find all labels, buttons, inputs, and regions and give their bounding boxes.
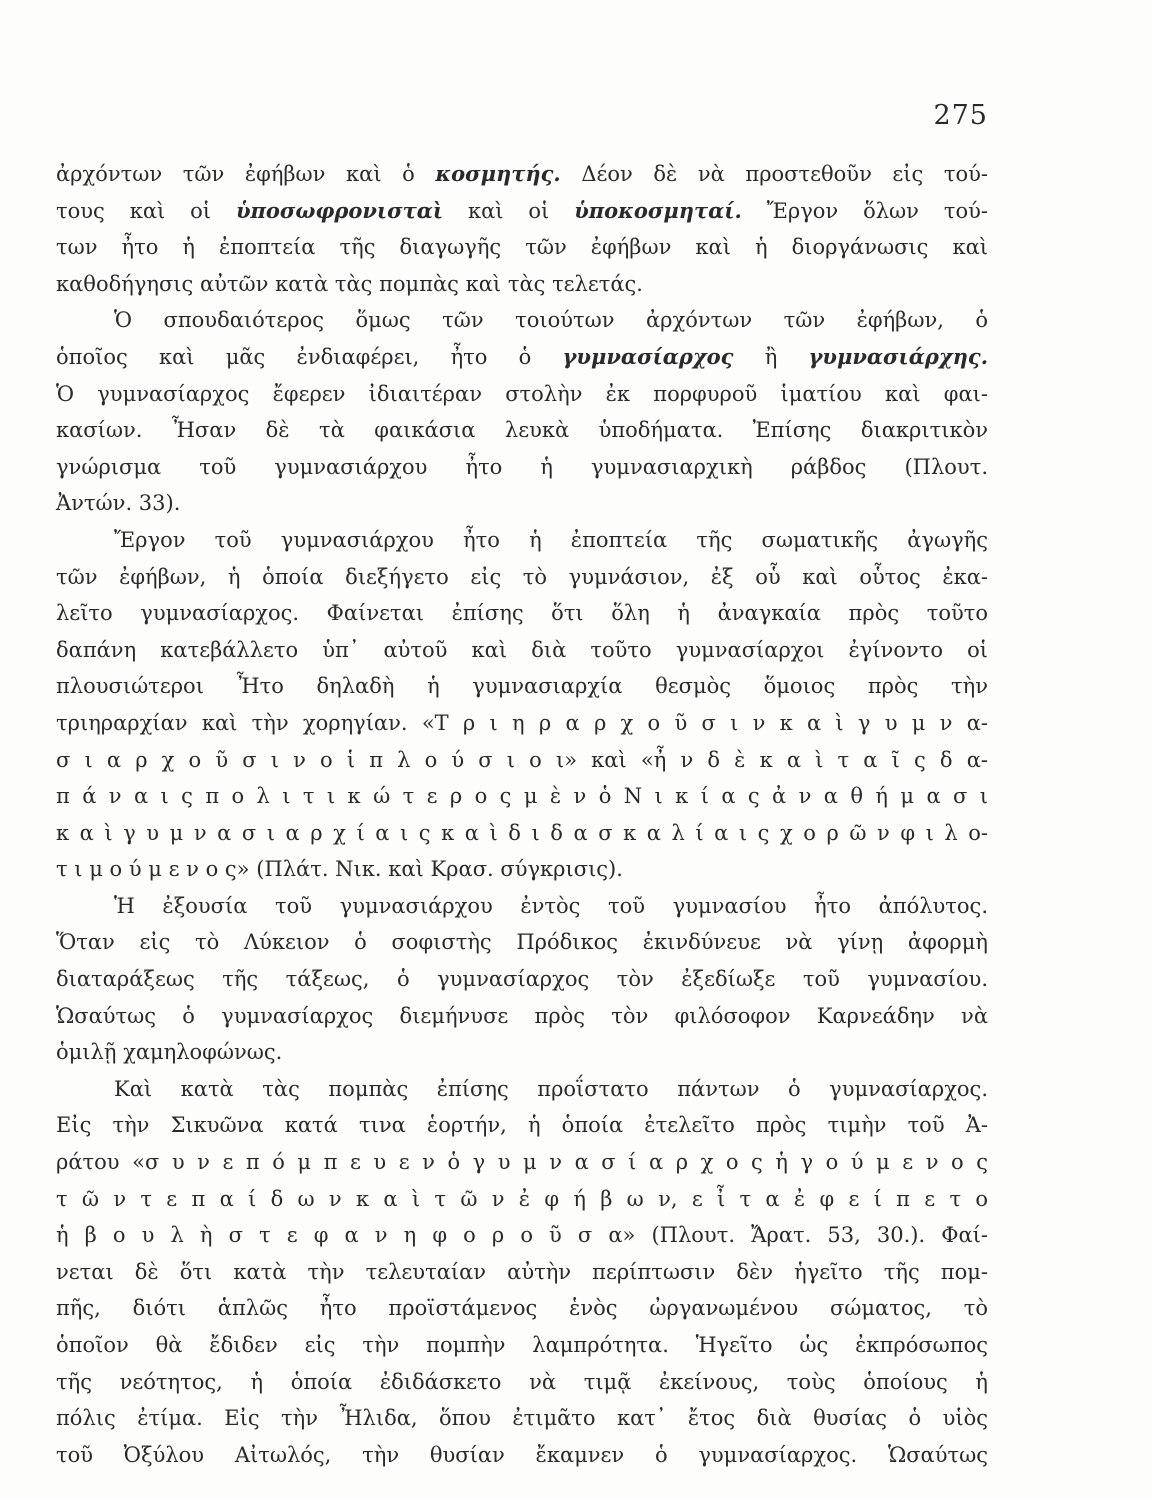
text-run: Ἀντών. 33).: [56, 491, 181, 516]
text-line: [56, 1071, 988, 1108]
text-line: [56, 1034, 988, 1071]
emphasized-term: γυμνασιάρχης.: [808, 343, 988, 369]
text-run: πῆς, διότι ἁπλῶς ἦτο προϊστάμενος ἑνὸς ὠργανωμένου σώματος, τὸ: [56, 1296, 988, 1321]
text-line: [56, 851, 988, 888]
text-run: τοῦ Ὀξύλου Αἰτωλός, τὴν θυσίαν ἔκαμνεν ὁ γυμνασίαρχος. Ὡσαύτως: [56, 1442, 988, 1467]
text-run: λεῖτο γυμνασίαρχος. Φαίνεται ἐπίσης ὅτι ὅλη ἡ ἀναγκαία πρὸς τοῦτο: [56, 601, 988, 626]
text-run: Ὡσαύτως ὁ γυμνασίαρχος διεμήνυσε πρὸς τὸν φιλόσοφον Καρνεάδην νὰ: [56, 1003, 988, 1028]
text-line: [56, 376, 988, 413]
text-run: τ ι μ ο ύ μ ε ν ο ς» (Πλάτ. Νικ. καὶ Κρασ. σύγκρισις).: [56, 857, 623, 882]
text-run: ἢ: [733, 344, 809, 369]
emphasized-term: γυμνασίαρχος: [562, 343, 734, 369]
text-line: [56, 1400, 988, 1437]
text-line: [56, 229, 988, 266]
text-run: ὁμιλῇ χαμηλοφώνως.: [56, 1040, 283, 1065]
emphasized-term: ὑποκοσμηταί.: [574, 197, 742, 223]
text-line: [56, 924, 988, 961]
text-run: ἡ β ο υ λ ὴ σ τ ε φ α ν η φ ο ρ ο ῦ σ α» (Πλουτ. Ἄρατ. 53, 30.). Φαί-: [56, 1223, 988, 1248]
text-line: [56, 1144, 988, 1181]
text-run: τ ῶ ν τ ε π α ί δ ω ν κ α ὶ τ ῶ ν ἐ φ ή β ω ν, ε ἶ τ α ἐ φ ε ί π ε τ ο: [56, 1186, 988, 1211]
text-run: καθοδήγησις αὐτῶν κατὰ τὰς πομπὰς καὶ τὰς τελετάς.: [56, 271, 643, 296]
text-line: [56, 339, 988, 376]
text-run: Ἡ ἐξουσία τοῦ γυμνασιάρχου ἐντὸς τοῦ γυμνασίου ἦτο ἀπόλυτος.: [114, 893, 988, 918]
text-line: [56, 1217, 988, 1254]
text-line: [56, 668, 988, 705]
text-line: [56, 742, 988, 779]
text-run: καὶ οἱ: [443, 198, 575, 223]
text-run: ράτου «σ υ ν ε π ό μ π ε υ ε ν ὁ γ υ μ ν α σ ί α ρ χ ο ς ἡ γ ο ύ μ ε ν ο ς: [56, 1150, 988, 1175]
text-line: [56, 778, 988, 815]
text-run: των ἦτο ἡ ἐποπτεία τῆς διαγωγῆς τῶν ἐφήβων καὶ ἡ διοργάνωσις καὶ: [56, 235, 988, 260]
text-run: ἀρχόντων τῶν ἐφήβων καὶ ὁ: [56, 162, 436, 186]
text-line: [56, 193, 988, 230]
text-line: [56, 888, 988, 925]
text-line: [56, 961, 988, 998]
text-run: διαταράξεως τῆς τάξεως, ὁ γυμνασίαρχος τὸν ἐξεδίωξε τοῦ γυμνασίου.: [56, 967, 988, 992]
text-run: τῶν ἐφήβων, ἡ ὁποία διεξήγετο εἰς τὸ γυμνάσιον, ἐξ οὗ καὶ οὗτος ἐκα-: [56, 564, 988, 589]
text-run: Καὶ κατὰ τὰς πομπὰς ἐπίσης προΐστατο πάντων ὁ γυμνασίαρχος.: [114, 1076, 988, 1101]
text-line: [56, 1254, 988, 1291]
text-run: Ὁ σπουδαιότερος ὅμως τῶν τοιούτων ἀρχόντων τῶν ἐφήβων, ὁ: [114, 308, 988, 333]
text-line: [56, 266, 988, 303]
text-line: [56, 412, 988, 449]
text-run: ὁποῖος καὶ μᾶς ἐνδιαφέρει, ἦτο ὁ: [56, 344, 563, 369]
text-run: Ὅταν εἰς τὸ Λύκειον ὁ σοφιστὴς Πρόδικος ἐκινδύνευε νὰ γίνῃ ἀφορμὴ: [56, 930, 988, 955]
text-line: [56, 632, 988, 669]
text-run: Ὁ γυμνασίαρχος ἔφερεν ἰδιαιτέραν στολὴν ἐκ πορφυροῦ ἱματίου καὶ φαι-: [56, 381, 988, 406]
text-run: π ά ν α ι ς π ο λ ι τ ι κ ώ τ ε ρ ο ς μ ὲ ν ὁ Ν ι κ ί α ς ἀ ν α θ ή μ α σ ι: [56, 784, 988, 809]
text-run: τῆς νεότητος, ἡ ὁποία ἐδιδάσκετο νὰ τιμᾷ ἐκείνους, τοὺς ὁποίους ἡ: [56, 1369, 988, 1394]
text-run: Δέον δὲ νὰ προστεθοῦν εἰς τού-: [560, 162, 988, 186]
text-run: τους καὶ οἱ: [56, 198, 236, 223]
text-line: [56, 1107, 988, 1144]
text-run: πλουσιώτεροι Ἦτο δηλαδὴ ἡ γυμνασιαρχία θεσμὸς ὅμοιος πρὸς τὴν: [56, 674, 988, 699]
text-line: [56, 485, 988, 522]
text-line: [56, 156, 988, 193]
text-run: Ἔργον ὅλων τού-: [741, 198, 988, 223]
text-run: γνώρισμα τοῦ γυμνασιάρχου ἦτο ἡ γυμνασιαρχικὴ ράβδος (Πλουτ.: [56, 454, 988, 479]
text-run: τριηραρχίαν καὶ τὴν χορηγίαν. «Τ ρ ι η ρ α ρ χ ο ῦ σ ι ν κ α ὶ γ υ μ ν α-: [56, 710, 988, 735]
text-line: [56, 1181, 988, 1218]
text-run: Εἰς τὴν Σικυῶνα κατά τινα ἑορτήν, ἡ ὁποία ἐτελεῖτο πρὸς τιμὴν τοῦ Ἀ-: [56, 1113, 988, 1138]
text-run: κ α ὶ γ υ μ ν α σ ι α ρ χ ί α ι ς κ α ὶ δ ι δ α σ κ α λ ί α ι ς χ ο ρ ῶ ν φ ι λ ο-: [56, 820, 988, 845]
page-number: 275: [933, 100, 988, 131]
text-line: [56, 998, 988, 1035]
text-line: [56, 1437, 988, 1474]
text-run: κασίων. Ἦσαν δὲ τὰ φαικάσια λευκὰ ὑποδήματα. Ἐπίσης διακριτικὸν: [56, 418, 988, 443]
text-run: πόλις ἐτίμα. Εἰς τὴν Ἦλιδα, ὅπου ἐτιμᾶτο κατ᾽ ἔτος διὰ θυσίας ὁ υἱὸς: [56, 1406, 988, 1431]
text-line: [56, 1327, 988, 1364]
text-line: [56, 595, 988, 632]
text-run: σ ι α ρ χ ο ῦ σ ι ν ο ἱ π λ ο ύ σ ι ο ι» καὶ «ἦ ν δ ὲ κ α ὶ τ α ῖ ς δ α-: [56, 747, 988, 772]
text-line: [56, 559, 988, 596]
text-run: Ἔργον τοῦ γυμνασιάρχου ἦτο ἡ ἐποπτεία τῆς σωματικῆς ἀγωγῆς: [114, 527, 988, 552]
text-run: νεται δὲ ὅτι κατὰ τὴν τελευταίαν αὐτὴν περίπτωσιν δὲν ἡγεῖτο τῆς πομ-: [56, 1259, 988, 1284]
text-line: [56, 302, 988, 339]
body-text: [56, 156, 988, 1473]
text-line: [56, 1290, 988, 1327]
text-line: [56, 705, 988, 742]
text-line: [56, 1364, 988, 1401]
text-run: ὁποῖον θὰ ἔδιδεν εἰς τὴν πομπὴν λαμπρότητα. Ἡγεῖτο ὡς ἐκπρόσωπος: [56, 1333, 988, 1357]
text-line: [56, 449, 988, 486]
text-line: [56, 522, 988, 559]
text-line: [56, 815, 988, 852]
emphasized-term: ὑποσωφρονισταὶ: [235, 197, 444, 223]
emphasized-term: κοσμητής.: [435, 161, 561, 186]
text-run: δαπάνη κατεβάλλετο ὑπ᾽ αὐτοῦ καὶ διὰ τοῦτο γυμνασίαρχοι ἐγίνοντο οἱ: [56, 637, 988, 662]
